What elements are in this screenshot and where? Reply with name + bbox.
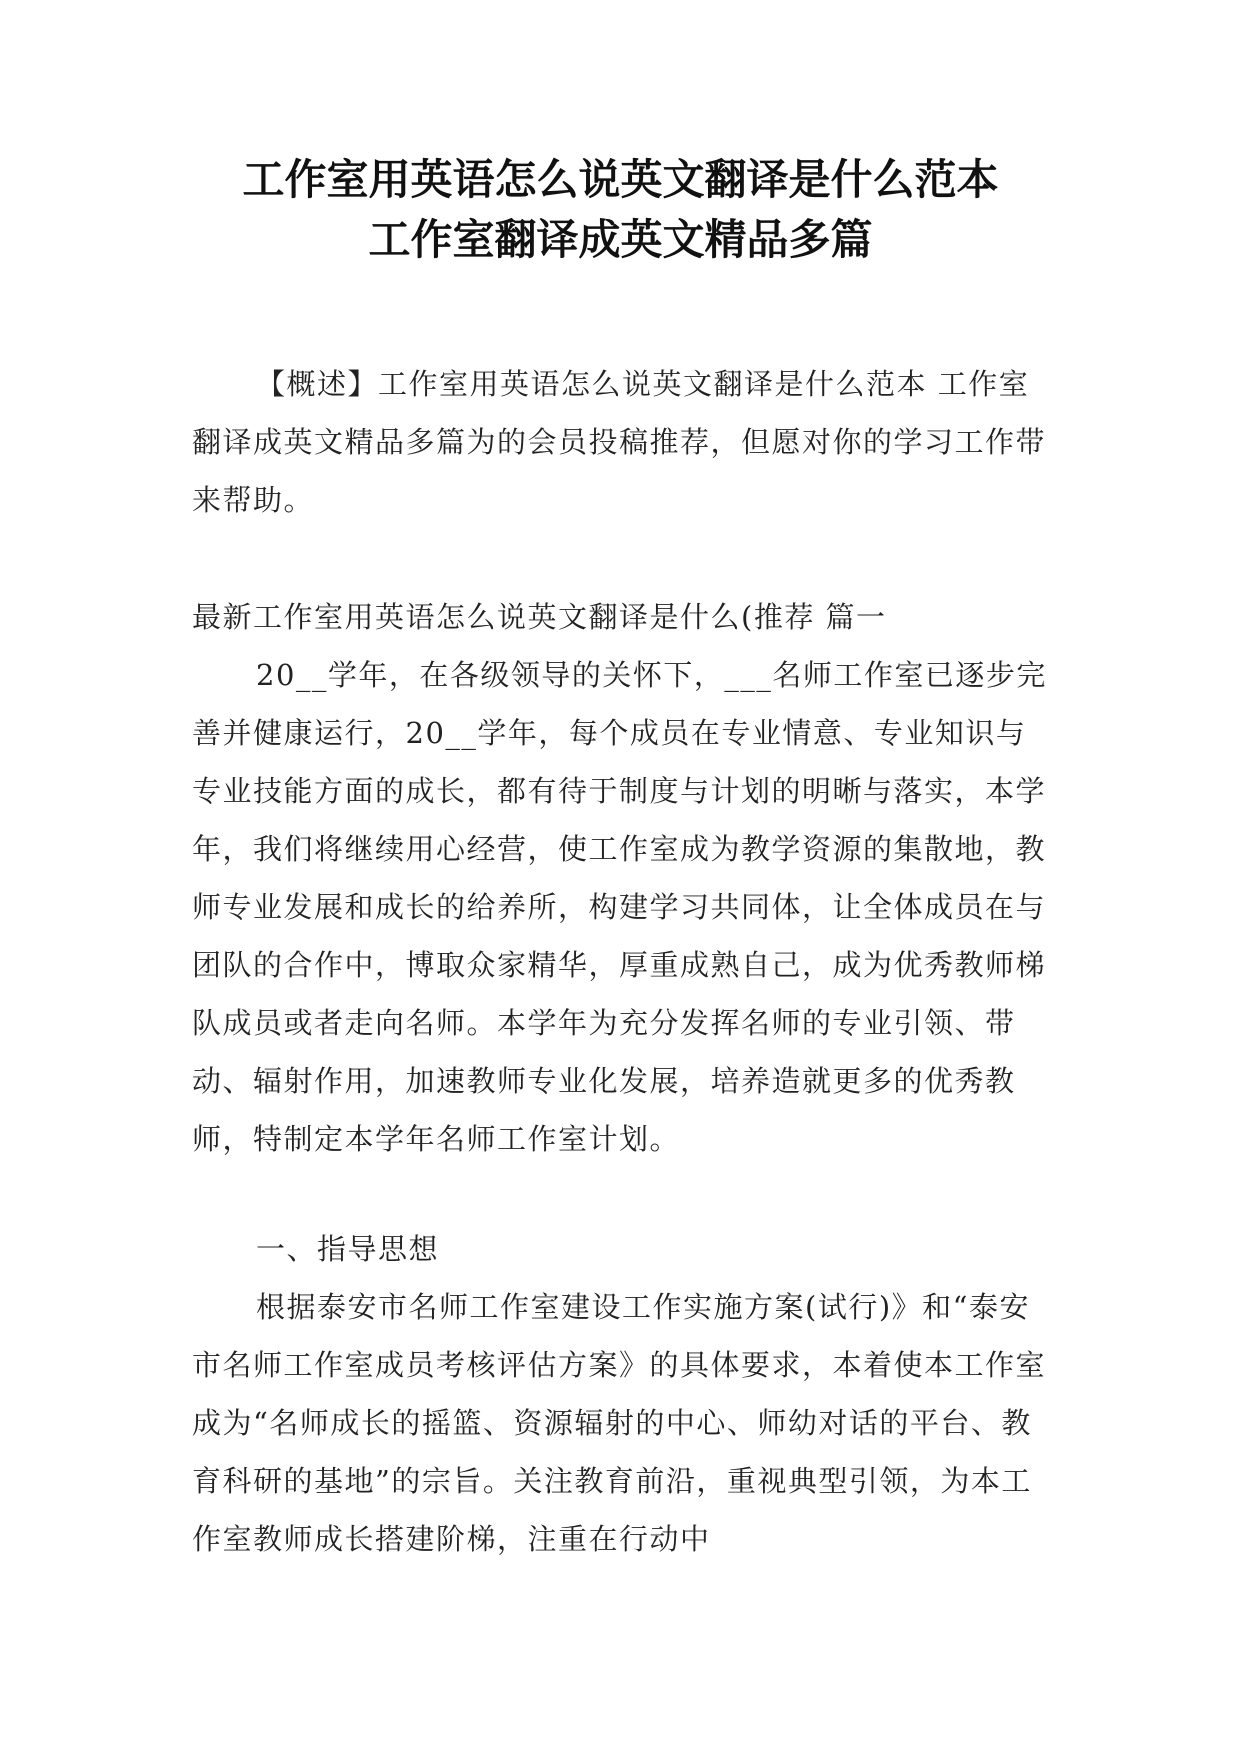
body-paragraph-2: 根据泰安市名师工作室建设工作实施方案(试行)》和“泰安市名师工作室成员考核评估方案》的具体要求，本着使本工作室成为“名师成长的摇篮、资源辐射的中心、师幼对话的平台、教育科研的基地”的宗旨。关注教育前沿，重视典型引领，为本工作室教师成长搭建阶梯，注重在行动中 (192, 1290, 1047, 1556)
subheading-guiding-ideology: 一、指导思想 (256, 1232, 440, 1266)
title-line-2: 工作室翻译成英文精品多篇 (368, 215, 873, 264)
summary-paragraph: 【概述】工作室用英语怎么说英文翻译是什么范本 工作室翻译成英文精品多篇为的会员投稿推荐，但愿对你的学习工作带来帮助。 (192, 367, 1047, 517)
section-heading: 最新工作室用英语怎么说英文翻译是什么(推荐 篇一 (192, 600, 887, 634)
body-paragraph-1: 20__学年，在各级领导的关怀下，___名师工作室已逐步完善并健康运行，20__学年，每个成员在专业情意、专业知识与专业技能方面的成长，都有待于制度与计划的明晰与落实，本学年，我们将继续用心经营，使工作室成为教学资源的集散地，教师专业发展和成长的给养所，构建学习共同体，让全体成员在与团队的合作中，博取众家精华，厚重成熟自己，成为优秀教师梯队成员或者走向名师。本学年为充分发挥名师的专业引领、带动、辐射作用，加速教师专业化发展，培养造就更多的优秀教师，特制定本学年名师工作室计划。 (192, 658, 1047, 1156)
title-line-1: 工作室用英语怎么说英文翻译是什么范本 (242, 155, 999, 204)
document-title (140, 150, 1101, 270)
